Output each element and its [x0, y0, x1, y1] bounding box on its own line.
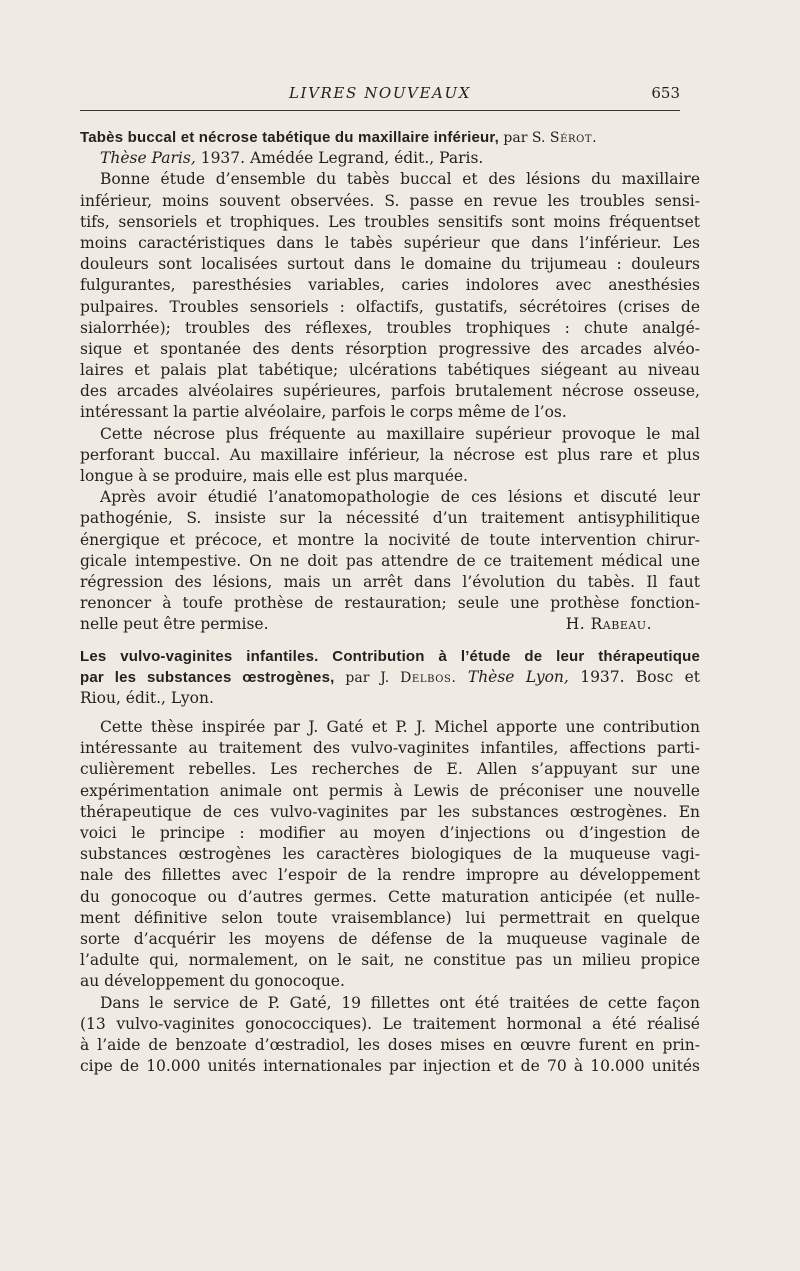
review-1-signature: H. Rabeau. [565, 615, 652, 634]
review-1-closing-line [80, 614, 700, 635]
text-line: substances œstrogènes les caractères biologiques de la muqueuse vagi- [80, 845, 700, 864]
text-line: gicale intempestive. On ne doit pas attendre de ce traitement médical une [80, 551, 700, 570]
text-line: douleurs sont localisées surtout dans le domaine du trijumeau : douleurs [80, 255, 700, 274]
page-body [80, 127, 700, 1077]
review-1-author: Sérot. [549, 130, 598, 146]
review-1-heading: Tabès buccal et nécrose tabétique du maxillaire inférieur, par S. Sérot. [80, 129, 598, 146]
text-line: voici le principe : modifier au moyen d’injections ou d’ingestion de [80, 824, 700, 842]
text-line: renoncer à toufe prothèse de restauration; seule une prothèse fonction- [80, 594, 700, 613]
review-1-paragraph-1 [80, 169, 700, 423]
text-line: pathogénie, S. insiste sur la nécessité d’un traitement antisyphilitique [80, 509, 700, 528]
text-line: du gonocoque ou d’autres germes. Cette maturation anticipée (et nulle- [80, 887, 700, 906]
text-line: nelle peut être permise. [80, 615, 269, 634]
text-line: Cette nécrose plus fréquente au maxillaire supérieur provoque le mal [100, 424, 700, 443]
text-line: à l’aide de benzoate d’œstradiol, les doses mises en œuvre furent en prin- [80, 1035, 700, 1054]
text-line: sialorrhée); troubles des réflexes, troubles trophiques : chute analgé- [80, 318, 700, 337]
text-line: longue à se produire, mais elle est plus marquée. [80, 467, 468, 485]
text-line: nale des fillettes avec l’espoir de la rendre impropre au développement [80, 866, 700, 885]
header-rule [80, 110, 680, 111]
review-2-publication: Riou, édit., Lyon. [80, 688, 214, 707]
text-line: laires et palais plat tabétique; ulcérations tabétiques siégeant au niveau [80, 361, 700, 380]
text-line: intéressant la partie alvéolaire, parfois le corps même de l’os. [80, 403, 567, 422]
review-2-title: Les vulvo-vaginites infantiles. Contribution à l’étude de leur thérapeutique [80, 647, 700, 665]
text-line: (13 vulvo-vaginites gonococciques). Le traitement hormonal a été réalisé [80, 1014, 700, 1033]
running-head [80, 84, 680, 106]
text-line: pulpaires. Troubles sensoriels : olfactifs, gustatifs, sécrétoires (crises de [80, 297, 700, 316]
review-2-paragraph-1 [80, 717, 700, 992]
review-2-author: Delbos. [400, 669, 457, 686]
review-1 [80, 127, 700, 636]
text-line: énergique et précoce, et montre la nocivité de toute intervention chirur- [80, 530, 700, 549]
running-title: LIVRES NOUVEAUX [288, 84, 471, 102]
text-line: culièrement rebelles. Les recherches de E. Allen s’appuyant sur une [80, 760, 700, 779]
review-1-title: Tabès buccal et nécrose tabétique du maxillaire inférieur, [80, 129, 499, 146]
review-2-paragraph-2 [80, 993, 700, 1078]
text-line: l’adulte qui, normalement, on le sait, ne constitue pas un milieu propice [80, 951, 700, 970]
review-1-paragraph-3 [80, 487, 700, 635]
text-line: Après avoir étudié l’anatomopathologie de ces lésions et discuté leur [100, 488, 700, 507]
text-line: sique et spontanée des dents résorption progressive des arcades alvéo- [80, 339, 700, 358]
review-2 [80, 646, 700, 1078]
text-line: thérapeutique de ces vulvo-vaginites par les substances œstrogènes. En [80, 802, 700, 821]
page-number: 653 [651, 84, 680, 102]
review-1-publication: Thèse Paris, 1937. Amédée Legrand, édit., Paris. [100, 149, 484, 168]
text-line: fulgurantes, paresthésies variables, caries indolores avec anesthésies [80, 276, 700, 295]
text-line: sorte d’acquérir les moyens de défense de la muqueuse vaginale de [80, 929, 700, 948]
text-line: Cette thèse inspirée par J. Gaté et P. J. Michel apporte une contribution [100, 718, 700, 737]
text-line: Bonne étude d’ensemble du tabès buccal et des lésions du maxillaire [100, 170, 700, 189]
text-line: expérimentation animale ont permis à Lewis de préconiser une nouvelle [80, 781, 700, 800]
text-line: cipe de 10.000 unités internationales par injection et de 70 à 10.000 unités [80, 1057, 700, 1076]
text-line: des arcades alvéolaires supérieures, parfois brutalement nécrose osseuse, [80, 382, 700, 401]
text-line: ment définitive selon toute vraisemblance) lui permettrait en quelque [80, 908, 700, 927]
review-2-heading-line-1 [80, 646, 700, 667]
text-line: moins caractéristiques dans le tabès supérieur que dans l’inférieur. Les [80, 233, 700, 252]
review-1-paragraph-2 [80, 424, 700, 488]
text-line: régression des lésions, mais un arrêt dans l’évolution du tabès. Il faut [80, 572, 700, 591]
text-line: Dans le service de P. Gaté, 19 fillettes ont été traitées de cette façon [100, 993, 700, 1012]
text-line: au développement du gonocoque. [80, 972, 345, 991]
text-line: intéressante au traitement des vulvo-vaginites infantiles, affections parti- [80, 739, 700, 758]
review-2-heading-line-2: par les substances œstrogènes, par J. Delbos. Thèse Lyon, 1937. Bosc et [80, 667, 700, 686]
text-line: perforant buccal. Au maxillaire inférieur, la nécrose est plus rare et plus [80, 445, 700, 464]
text-line: inférieur, moins souvent observées. S. passe en revue les troubles sensi- [80, 191, 700, 210]
text-line: tifs, sensoriels et trophiques. Les troubles sensitifs sont moins fréquentset [80, 212, 700, 231]
